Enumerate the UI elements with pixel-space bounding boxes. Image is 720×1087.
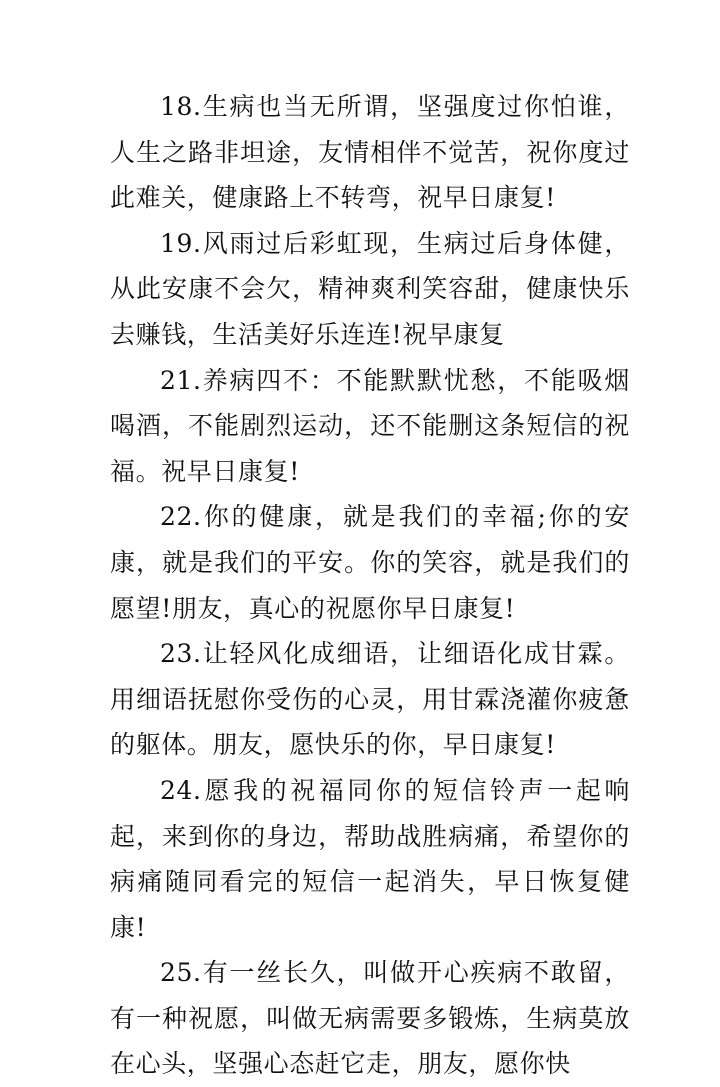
- document-body: [110, 84, 630, 1087]
- paragraph-25: 25.有一丝长久，叫做开心疾病不敢留，有一种祝愿，叫做无病需要多锻炼，生病莫放在心头，坚强心态赶它走，朋友，愿你快: [110, 958, 630, 1079]
- paragraph-22: 22.你的健康，就是我们的幸福;你的安康，就是我们的平安。你的笑容，就是我们的愿望!朋友，真心的祝愿你早日康复!: [110, 502, 630, 623]
- paragraph-23: 23.让轻风化成细语，让细语化成甘霖。用细语抚慰你受伤的心灵，用甘霖浇灌你疲惫的躯体。朋友，愿快乐的你，早日康复!: [110, 639, 630, 760]
- paragraph-19: 19.风雨过后彩虹现，生病过后身体健，从此安康不会欠，精神爽利笑容甜，健康快乐去赚钱，生活美好乐连连!祝早康复: [110, 228, 630, 349]
- paragraph-18: 18.生病也当无所谓，坚强度过你怕谁，人生之路非坦途，友情相伴不觉苦，祝你度过此难关，健康路上不转弯，祝早日康复!: [110, 92, 630, 213]
- paragraph-21: 21.养病四不：不能默默忧愁，不能吸烟喝酒，不能剧烈运动，还不能删这条短信的祝福。祝早日康复!: [110, 365, 630, 486]
- paragraph-24: 24.愿我的祝福同你的短信铃声一起响起，来到你的身边，帮助战胜病痛，希望你的病痛随同看完的短信一起消失，早日恢复健康!: [110, 775, 630, 942]
